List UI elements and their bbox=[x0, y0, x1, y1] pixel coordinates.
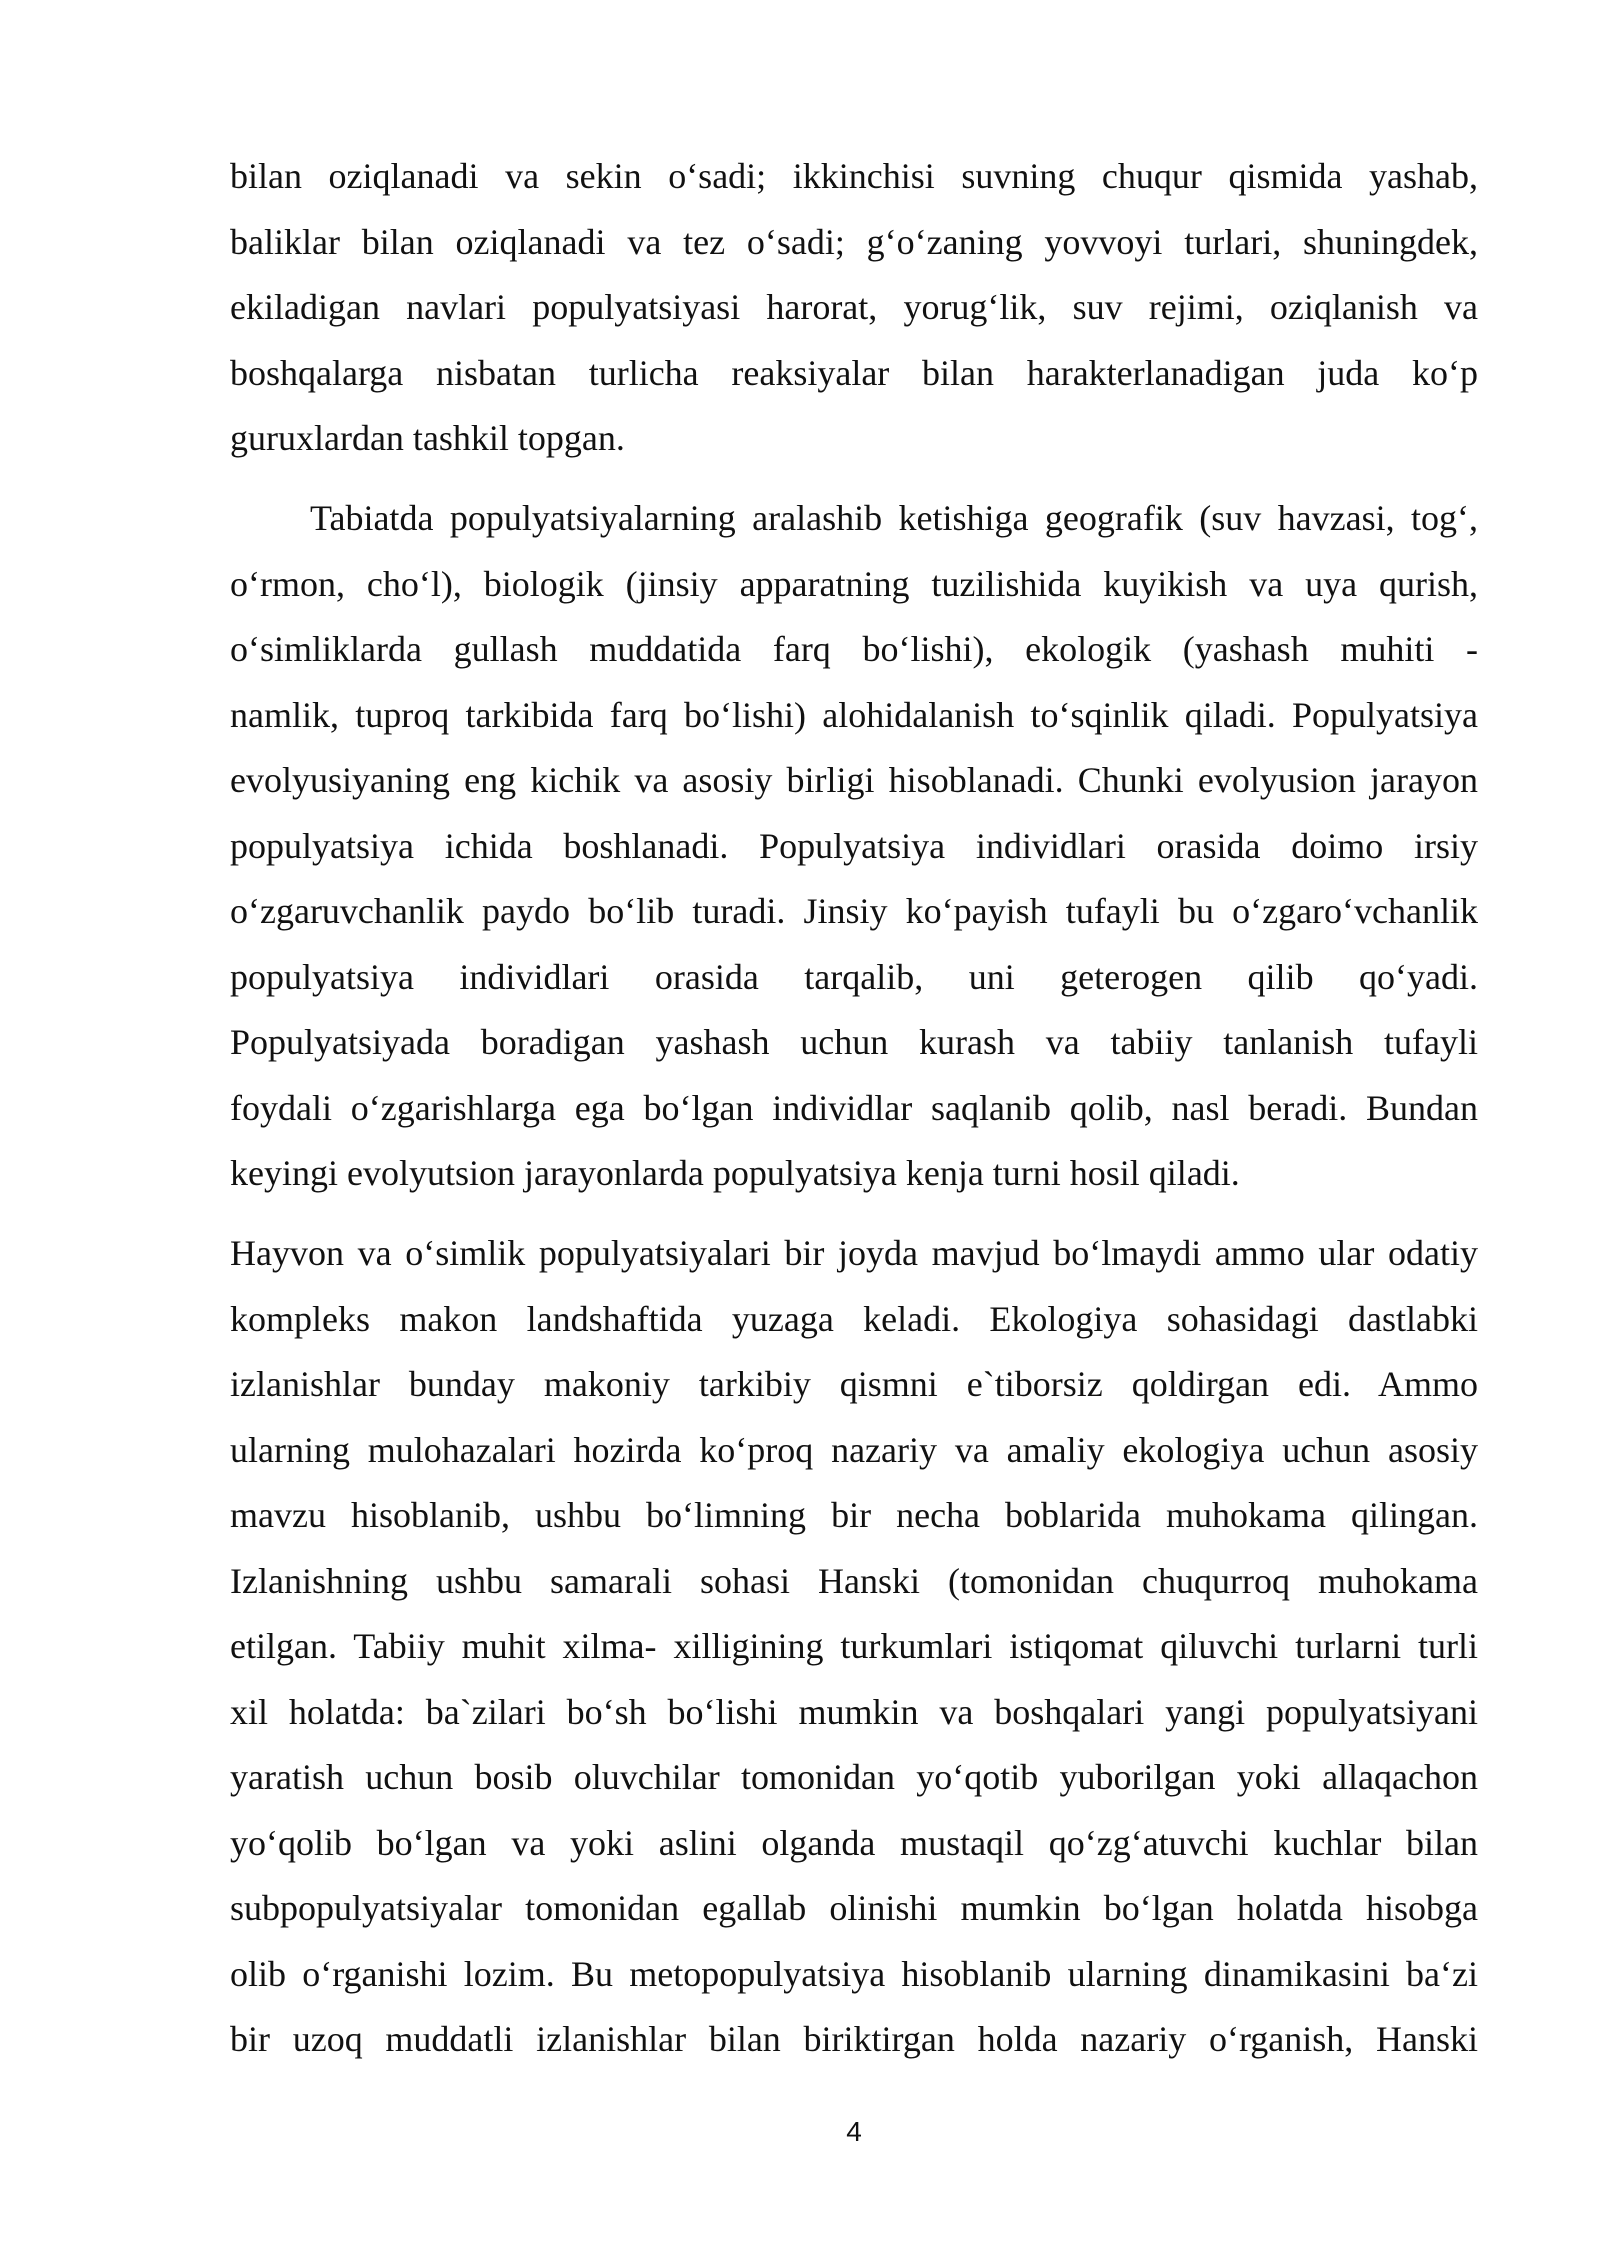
text-line: o‘simliklarda gullash muddatida farq bo‘lishi), ekologik (yashash muhiti - bbox=[230, 629, 1478, 669]
text-line: Populyatsiyada boradigan yashash uchun kurash va tabiiy tanlanish tufayli bbox=[230, 1022, 1478, 1062]
paragraph-3 bbox=[230, 1221, 1478, 2073]
text-line: olib o‘rganishi lozim. Bu metopopulyatsiya hisoblanib ularning dinamikasini ba‘zi bbox=[230, 1953, 1478, 1994]
text-line: keyingi evolyutsion jarayonlarda populyatsiya kenja turni hosil qiladi. bbox=[230, 1153, 1240, 1193]
text-line: bilan oziqlanadi va sekin o‘sadi; ikkinchisi suvning chuqur qismida yashab, bbox=[230, 156, 1478, 196]
text-line: ekiladigan navlari populyatsiyasi harorat, yorug‘lik, suv rejimi, oziqlanish va bbox=[230, 287, 1478, 327]
text-line: Hayvon va o‘simlik populyatsiyalari bir joyda mavjud bo‘lmaydi ammo ular odatiy bbox=[230, 1233, 1478, 1273]
text-line: xil holatda: ba`zilari bo‘sh bo‘lishi mumkin va boshqalari yangi populyatsiyani bbox=[230, 1691, 1478, 1732]
text-line: yaratish uchun bosib oluvchilar tomonidan yo‘qotib yuborilgan yoki allaqachon bbox=[230, 1757, 1478, 1797]
text-line: baliklar bilan oziqlanadi va tez o‘sadi; g‘o‘zaning yovvoyi turlari, shuningdek, bbox=[230, 221, 1478, 262]
text-line: yo‘qolib bo‘lgan va yoki aslini olganda mustaqil qo‘zg‘atuvchi kuchlar bilan bbox=[230, 1822, 1478, 1863]
text-line: o‘zgaruvchanlik paydo bo‘lib turadi. Jinsiy ko‘payish tufayli bu o‘zgaro‘vchanlik bbox=[230, 891, 1478, 931]
text-line: boshqalarga nisbatan turlicha reaksiyalar bilan harakterlanadigan juda ko‘p bbox=[230, 352, 1478, 393]
text-line: kompleks makon landshaftida yuzaga keladi. Ekologiya sohasidagi dastlabki bbox=[230, 1298, 1478, 1339]
paragraph-1 bbox=[230, 144, 1478, 472]
text-line: Tabiatda populyatsiyalarning aralashib ketishiga geografik (suv havzasi, tog‘, bbox=[310, 498, 1478, 538]
text-line: mavzu hisoblanib, ushbu bo‘limning bir necha boblarida muhokama qilingan. bbox=[230, 1495, 1478, 1535]
body-text bbox=[230, 144, 1478, 2087]
text-line: namlik, tuproq tarkibida farq bo‘lishi) alohidalanish to‘sqinlik qiladi. Populyatsiya bbox=[230, 694, 1478, 735]
text-line: populyatsiya ichida boshlanadi. Populyatsiya individlari orasida doimo irsiy bbox=[230, 825, 1478, 866]
text-line: subpopulyatsiyalar tomonidan egallab olinishi mumkin bo‘lgan holatda hisobga bbox=[230, 1888, 1478, 1928]
text-line: ularning mulohazalari hozirda ko‘proq nazariy va amaliy ekologiya uchun asosiy bbox=[230, 1429, 1478, 1470]
text-line: guruxlardan tashkil topgan. bbox=[230, 418, 625, 458]
text-line: foydali o‘zgarishlarga ega bo‘lgan individlar saqlanib qolib, nasl beradi. Bundan bbox=[230, 1087, 1478, 1128]
text-line: evolyusiyaning eng kichik va asosiy birligi hisoblanadi. Chunki evolyusion jarayon bbox=[230, 760, 1478, 800]
text-line: izlanishlar bunday makoniy tarkibiy qismni e`tiborsiz qoldirgan edi. Ammo bbox=[230, 1364, 1478, 1404]
text-line: o‘rmon, cho‘l), biologik (jinsiy apparatning tuzilishida kuyikish va uya qurish, bbox=[230, 563, 1478, 604]
page-number: 4 bbox=[846, 2116, 862, 2147]
text-line: etilgan. Tabiiy muhit xilma- xilligining turkumlari istiqomat qiluvchi turlarni turli bbox=[230, 1626, 1478, 1666]
text-line: populyatsiya individlari orasida tarqalib, uni geterogen qilib qo‘yadi. bbox=[230, 956, 1478, 997]
text-line: bir uzoq muddatli izlanishlar bilan biriktirgan holda nazariy o‘rganish, Hanski bbox=[230, 2019, 1478, 2059]
paragraph-2 bbox=[230, 486, 1478, 1207]
text-line: Izlanishning ushbu samarali sohasi Hanski (tomonidan chuqurroq muhokama bbox=[230, 1560, 1478, 1601]
